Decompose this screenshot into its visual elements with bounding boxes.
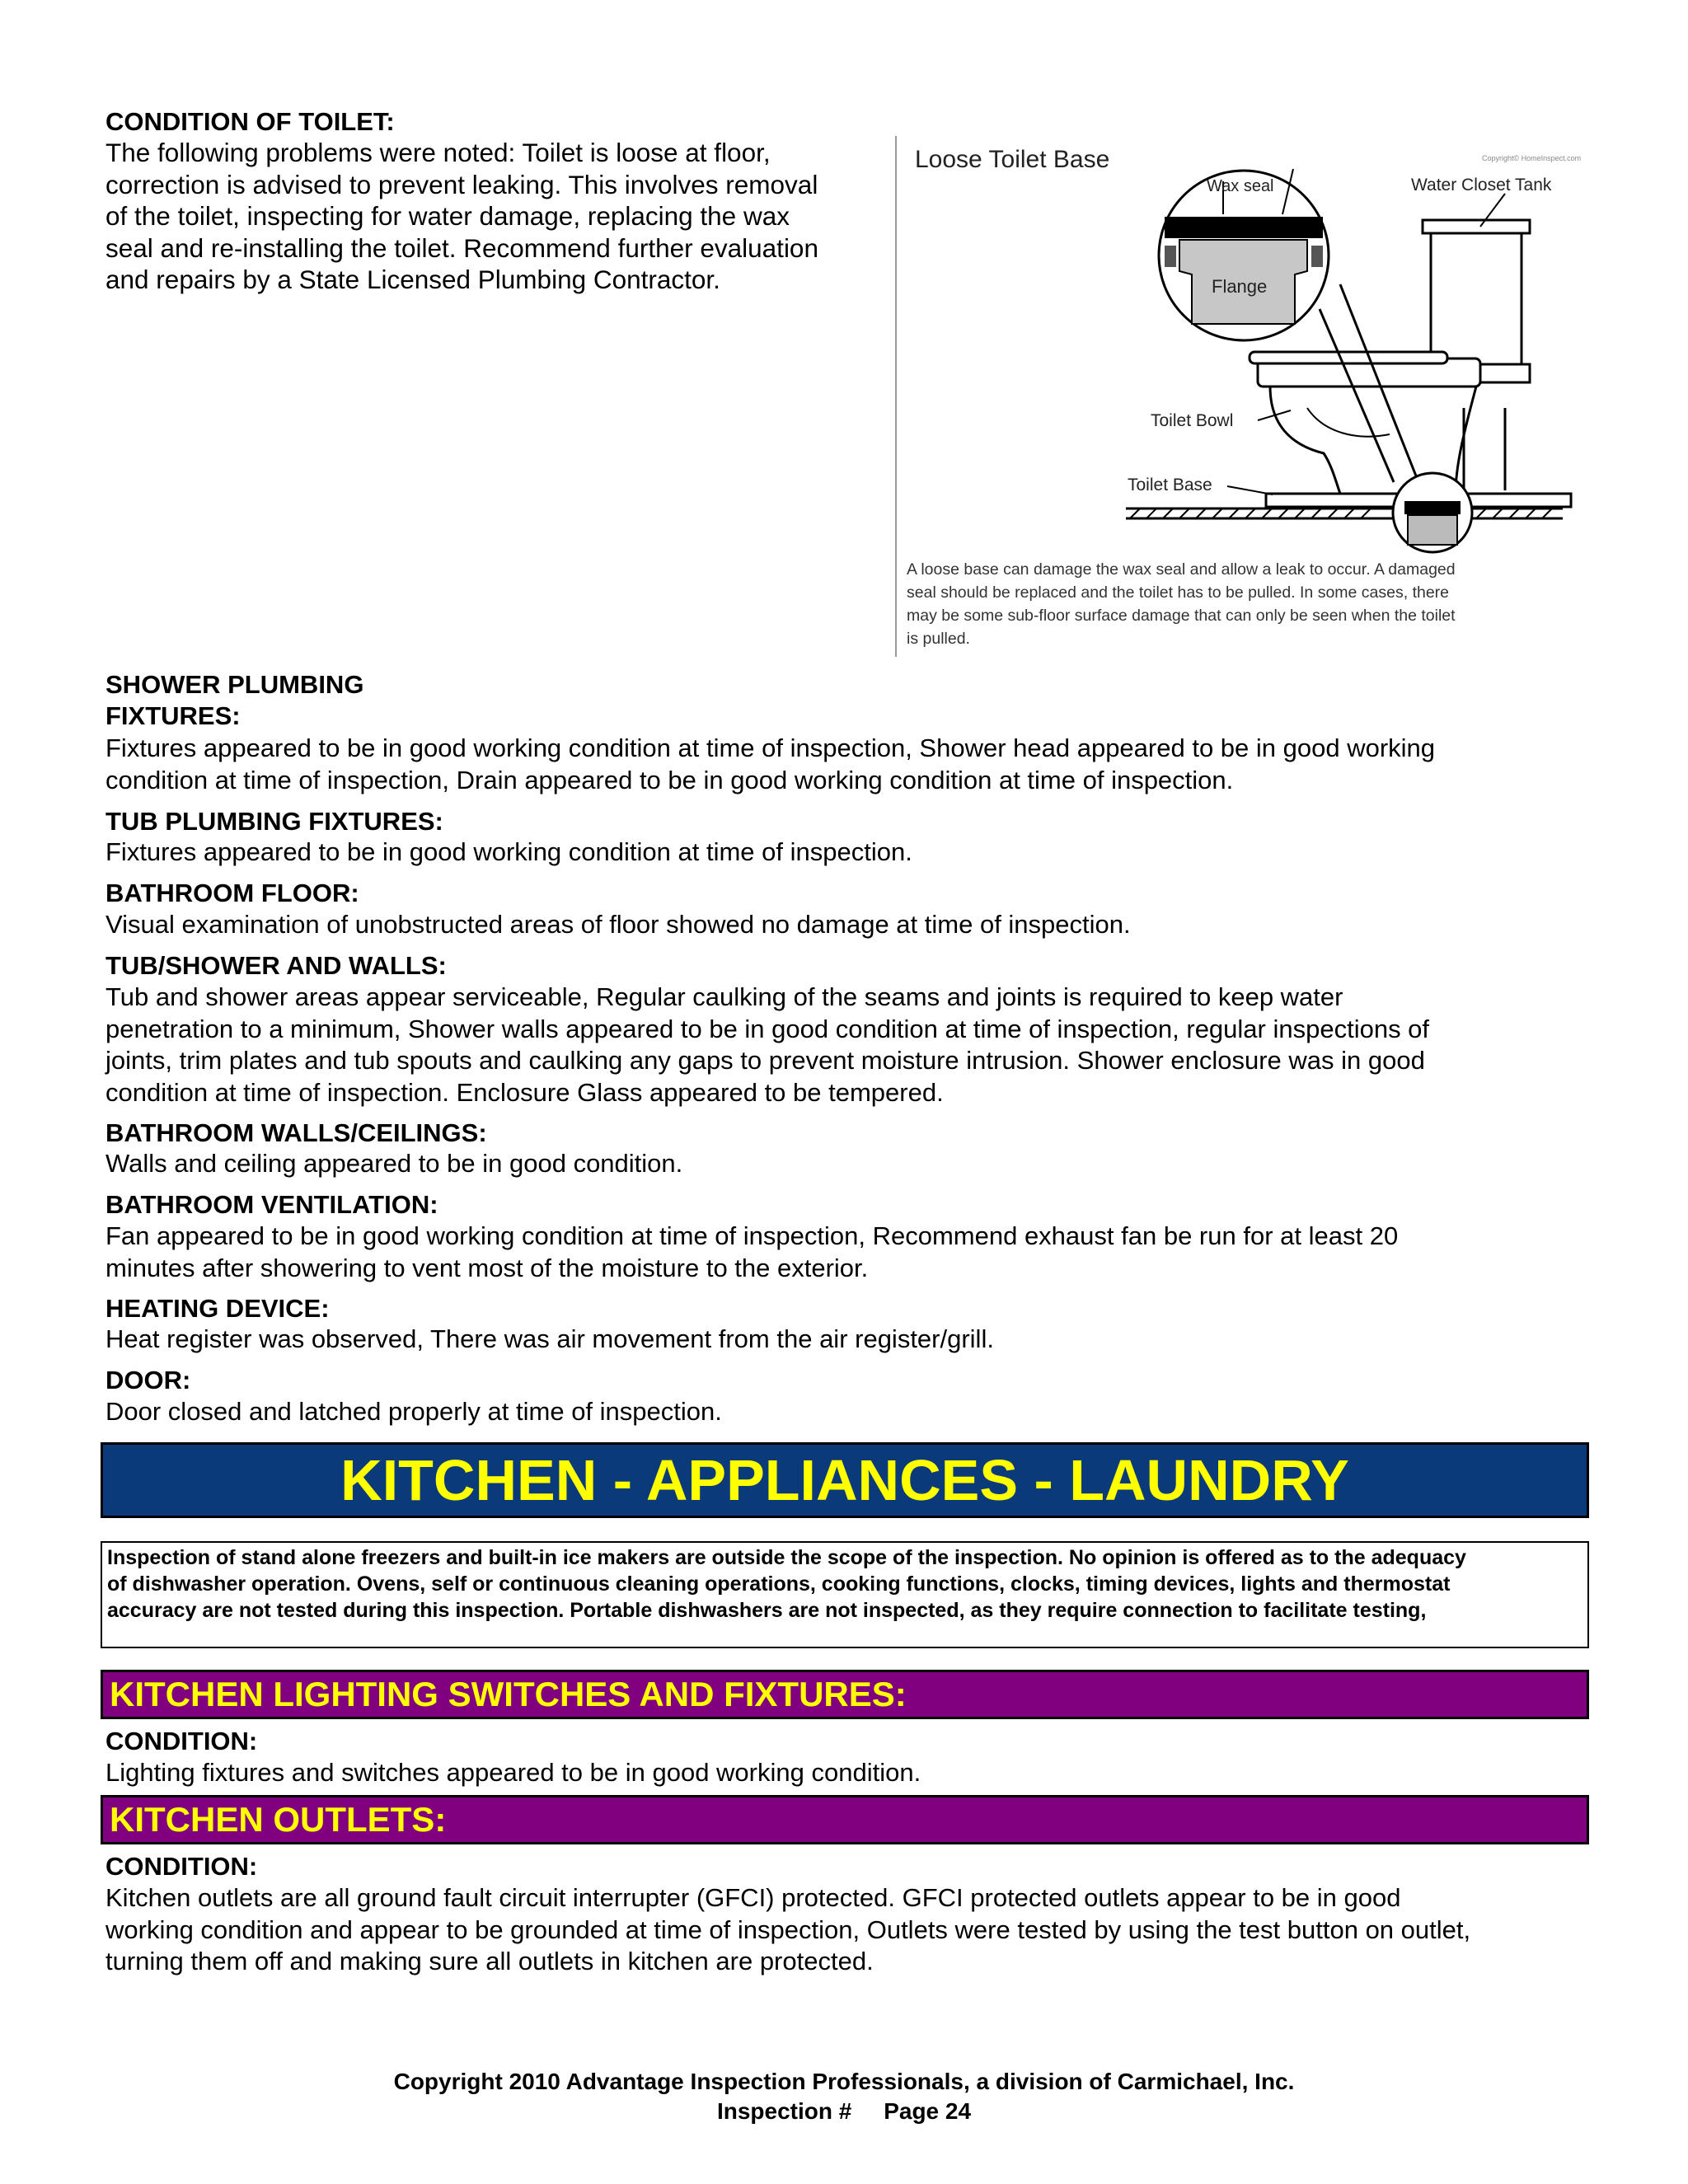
outlets-text <box>106 1882 1470 1978</box>
toilet-bowl-label: Toilet Bowl <box>1151 411 1234 430</box>
floor-text <box>106 909 1131 941</box>
disclaimer-line: accuracy are not tested during this inspection. Portable dishwashers are not inspected, as they require connection to facilitate testing, <box>107 1599 1427 1622</box>
text-line: condition at time of inspection. Enclosure Glass appeared to be tempered. <box>106 1077 944 1107</box>
kitchen-section-banner: KITCHEN - APPLIANCES - LAUNDRY <box>101 1442 1589 1518</box>
tubshower-text <box>106 982 1429 1108</box>
caption-line: A loose base can damage the wax seal and allow a leak to occur. A damaged <box>907 560 1456 579</box>
figure-watermark: Copyright© HomeInspect.com <box>1482 154 1582 162</box>
floor-heading: BATHROOM FLOOR: <box>106 879 359 907</box>
water-closet-tank-label: Water Closet Tank <box>1411 176 1552 194</box>
text-line: Heat register was observed, There was air movement from the air register/grill. <box>106 1324 994 1353</box>
outlets-condition-heading: CONDITION: <box>106 1852 258 1881</box>
lighting-text <box>106 1757 921 1789</box>
kitchen-lighting-banner: KITCHEN LIGHTING SWITCHES AND FIXTURES: <box>101 1670 1589 1719</box>
text-line: working condition and appear to be grounded at time of inspection, Outlets were tested by using the test button on outlet, <box>106 1915 1471 1944</box>
vent-text <box>106 1221 1398 1284</box>
caption-line: seal should be replaced and the toilet has to be pulled. In some cases, there <box>907 583 1450 602</box>
text-line: minutes after showering to vent most of the moisture to the exterior. <box>106 1253 869 1282</box>
figure-title: Loose Toilet Base <box>915 146 1110 173</box>
footer-page-number: Inspection # Page 24 <box>716 2098 972 2124</box>
kitchen-outlets-banner: KITCHEN OUTLETS: <box>101 1795 1589 1844</box>
text-line: Fixtures appeared to be in good working condition at time of inspection. <box>106 837 912 866</box>
disclaimer-line: of dishwasher operation. Ovens, self or continuous cleaning operations, cooking functions, clocks, timing devices, lights and thermostat <box>107 1572 1451 1596</box>
text-line: correction is advised to prevent leaking. This involves removal <box>106 169 818 199</box>
disclaimer-line: Inspection of stand alone freezers and built-in ice makers are outside the scope of the inspection. No opinion is offered as to the adequacy <box>107 1546 1466 1569</box>
walls-text <box>106 1148 682 1180</box>
vent-heading: BATHROOM VENTILATION: <box>106 1190 438 1219</box>
kitchen-scope-disclaimer <box>101 1541 1589 1648</box>
text-line: joints, trim plates and tub spouts and caulking any gaps to prevent moisture intrusion. Shower enclosure was in good <box>106 1046 1425 1075</box>
text-line: turning them off and making sure all outlets in kitchen are protected. <box>106 1947 874 1975</box>
text-line: seal and re-installing the toilet. Recommend further evaluation <box>106 232 818 263</box>
loose-toilet-base-figure <box>895 136 1582 657</box>
walls-heading: BATHROOM WALLS/CEILINGS: <box>106 1118 487 1147</box>
text-line: The following problems were noted: Toilet is loose at floor, <box>106 138 771 167</box>
tubshower-heading: TUB/SHOWER AND WALLS: <box>106 951 447 980</box>
door-text <box>106 1396 722 1428</box>
toilet-base-label: Toilet Base <box>1128 476 1212 494</box>
toilet-heading: CONDITION OF TOILET: <box>106 107 395 136</box>
heat-heading: HEATING DEVICE: <box>106 1294 330 1323</box>
text-line: and repairs by a State Licensed Plumbing Contractor. <box>106 265 720 294</box>
heat-text <box>106 1324 994 1356</box>
flange-label: Flange <box>1212 276 1268 297</box>
tub-text <box>106 837 912 869</box>
text-line: Fixtures appeared to be in good working condition at time of inspection, Shower head appeared to be in good working <box>106 733 1436 762</box>
shower-heading-line2: FIXTURES: <box>106 701 241 730</box>
shower-heading-line1: SHOWER PLUMBING <box>106 670 364 699</box>
text-line: Visual examination of unobstructed areas of floor showed no damage at time of inspection. <box>106 910 1131 939</box>
figure-caption <box>907 558 1578 650</box>
shower-text <box>106 733 1435 796</box>
text-line: Tub and shower areas appear serviceable, Regular caulking of the seams and joints is required to keep water <box>106 982 1343 1011</box>
text-line: Walls and ceiling appeared to be in good condition. <box>106 1149 683 1178</box>
text-line: Kitchen outlets are all ground fault circuit interrupter (GFCI) protected. GFCI protected outlets appear to be in good <box>106 1883 1401 1912</box>
caption-line: is pulled. <box>907 630 970 648</box>
caption-line: may be some sub-floor surface damage that can only be seen when the toilet <box>907 607 1456 625</box>
toilet-text <box>106 137 897 296</box>
text-line: penetration to a minimum, Shower walls appeared to be in good condition at time of inspection, regular inspections of <box>106 1014 1430 1043</box>
text-line: Door closed and latched properly at time of inspection. <box>106 1397 722 1426</box>
text-line: condition at time of inspection, Drain appeared to be in good working condition at time of inspection. <box>106 765 1234 794</box>
text-line: of the toilet, inspecting for water damage, replacing the wax <box>106 201 790 231</box>
lighting-condition-heading: CONDITION: <box>106 1727 258 1755</box>
tub-heading: TUB PLUMBING FIXTURES: <box>106 807 443 836</box>
door-heading: DOOR: <box>106 1366 191 1394</box>
text-line: Fan appeared to be in good working condition at time of inspection, Recommend exhaust fan be run for at least 20 <box>106 1221 1399 1250</box>
text-line: Lighting fixtures and switches appeared to be in good working condition. <box>106 1758 921 1787</box>
wax-seal-label: Wax seal <box>1207 177 1274 195</box>
footer-copyright: Copyright 2010 Advantage Inspection Professionals, a division of Carmichael, Inc. <box>393 2069 1295 2094</box>
